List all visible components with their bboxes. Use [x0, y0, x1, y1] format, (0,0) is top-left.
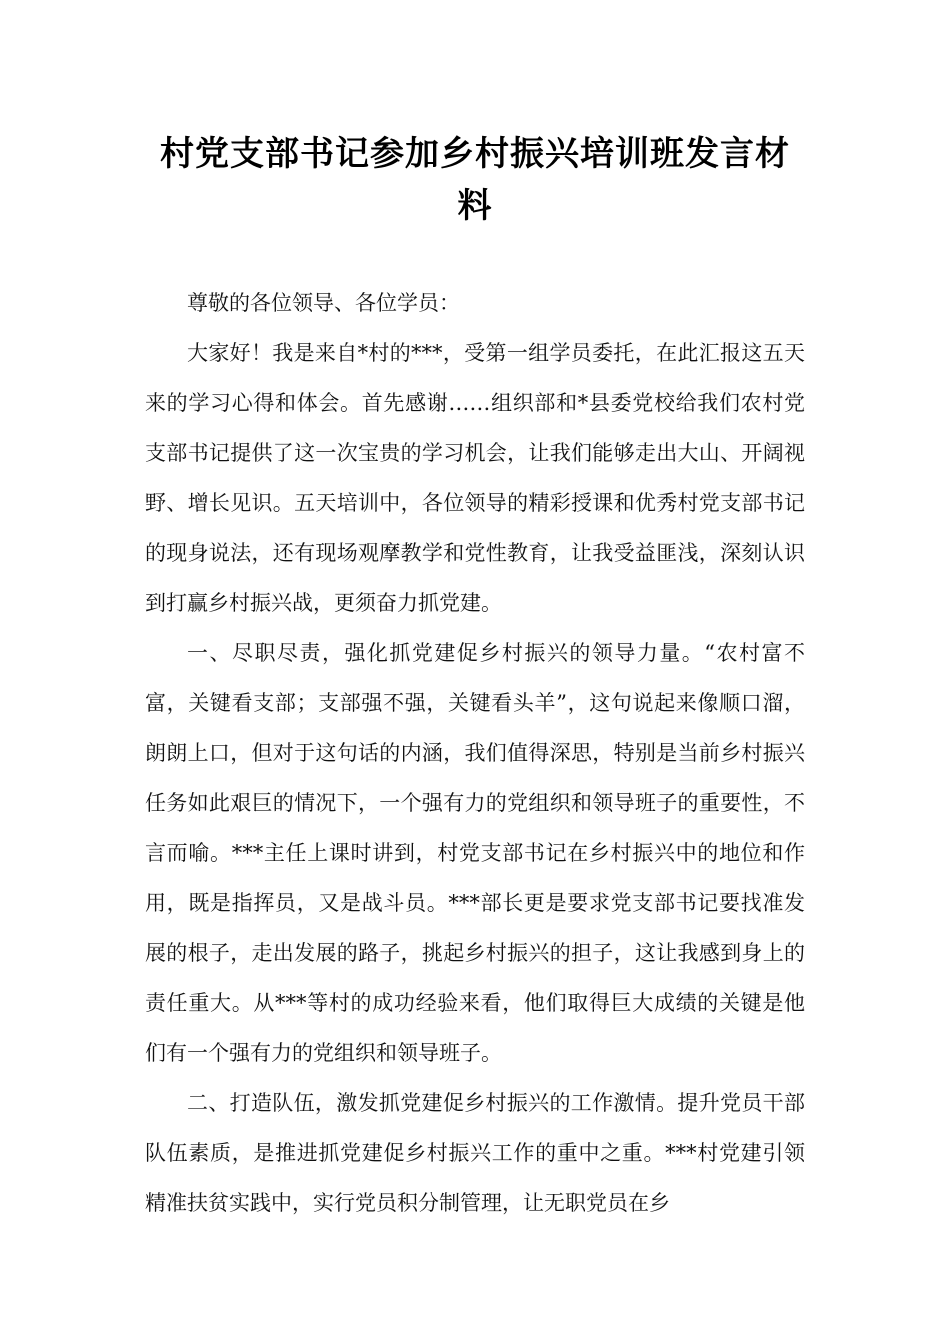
document-body	[145, 278, 805, 1228]
intro-paragraph: 大家好！我是来自*村的***，受第一组学员委托，在此汇报这五天来的学习心得和体会。首先感谢……组织部和*县委党校给我们农村党支部书记提供了这一次宝贵的学习机会，让我们能够走出大山、开阔视野、增长见识。五天培训中，各位领导的精彩授课和优秀村党支部书记的现身说法，还有现场观摩教学和党性教育，让我受益匪浅，深刻认识到打赢乡村振兴战，更须奋力抓党建。	[145, 341, 805, 615]
greeting-paragraph: 尊敬的各位领导、各位学员：	[187, 291, 460, 315]
section-one-paragraph: 一、尽职尽责，强化抓党建促乡村振兴的领导力量。“农村富不富，关键看支部；支部强不强，关键看头羊”，这句说起来像顺口溜，朗朗上口，但对于这句话的内涵，我们值得深思，特别是当前乡村振兴任务如此艰巨的情况下，一个强有力的党组织和领导班子的重要性，不言而喻。***主任上课时讲到，村党支部书记在乡村振兴中的地位和作用，既是指挥员，又是战斗员。***部长更是要求党支部书记要找准发展的根子，走出发展的路子，挑起乡村振兴的担子，这让我感到身上的责任重大。从***等村的成功经验来看，他们取得巨大成绩的关键是他们有一个强有力的党组织和领导班子。	[145, 641, 805, 1065]
section-two-paragraph: 二、打造队伍，激发抓党建促乡村振兴的工作激情。提升党员干部队伍素质，是推进抓党建促乡村振兴工作的重中之重。***村党建引领精准扶贫实践中，实行党员积分制管理，让无职党员在乡	[145, 1091, 805, 1215]
document-title: 村党支部书记参加乡村振兴培训班发言材料	[160, 134, 790, 226]
